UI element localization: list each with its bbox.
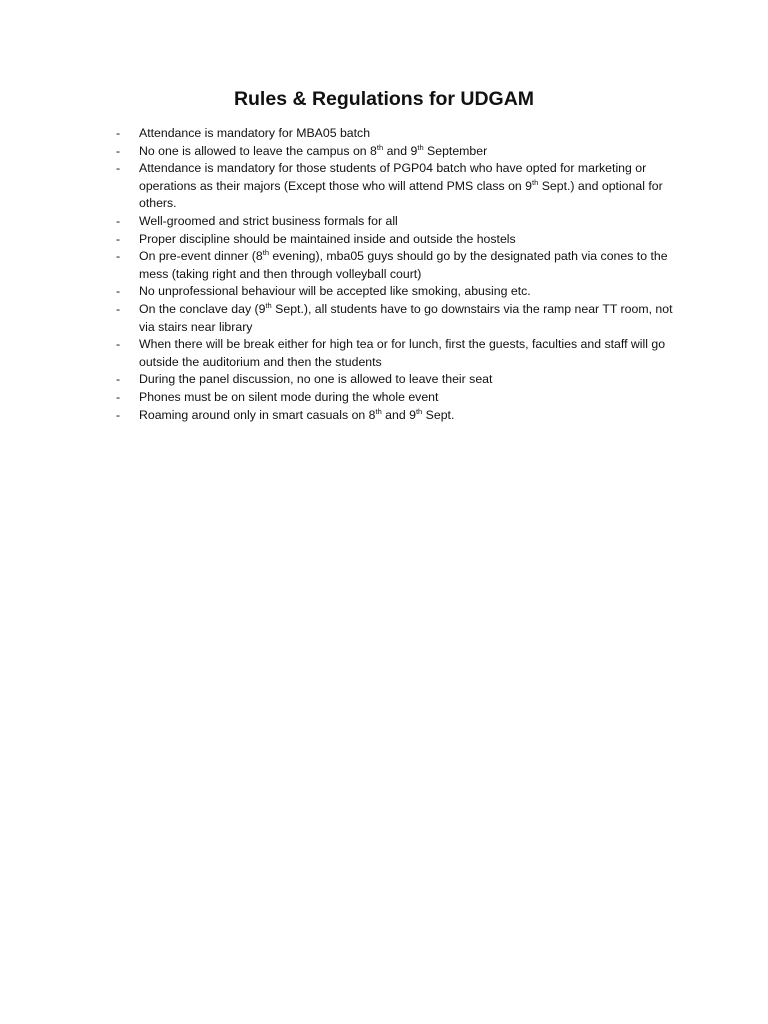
ordinal-suffix: th bbox=[532, 177, 539, 187]
rule-item bbox=[113, 231, 673, 249]
rule-text-segment: When there will be break either for high tea or for lunch, first the guests, faculties and staff will go outside the auditorium and then the students bbox=[139, 337, 666, 369]
rule-text-segment: evening), mba05 guys should go by the designated path via cones to the mess (taking right and then through volleyball court) bbox=[139, 249, 668, 281]
ordinal-suffix: th bbox=[265, 300, 272, 310]
rule-text-segment: Roaming around only in smart casuals on 8 bbox=[139, 407, 376, 422]
bullet-dash: - bbox=[116, 249, 121, 264]
rule-item bbox=[113, 160, 673, 213]
ordinal-suffix: th bbox=[375, 406, 382, 416]
rule-item bbox=[113, 371, 673, 389]
rule-text-segment: No unprofessional behaviour will be accepted like smoking, abusing etc. bbox=[139, 284, 531, 299]
rule-text bbox=[139, 214, 398, 228]
bullet-dash: - bbox=[116, 407, 121, 422]
ordinal-suffix: th bbox=[376, 142, 384, 152]
rule-text bbox=[139, 232, 516, 246]
rule-text-segment: September bbox=[423, 143, 488, 158]
rule-text-segment: Attendance is mandatory for those students of PGP04 batch who have opted for marketing or operations as their majors (Except those who will attend PMS class on 9 bbox=[139, 161, 647, 193]
rule-text-segment: Well-groomed and strict business formals for all bbox=[139, 213, 398, 228]
bullet-dash: - bbox=[116, 372, 121, 387]
rule-text-segment: During the panel discussion, no one is allowed to leave their seat bbox=[139, 372, 493, 387]
ordinal-suffix: th bbox=[417, 142, 424, 152]
rule-item bbox=[113, 283, 673, 301]
rule-text bbox=[139, 126, 370, 140]
rule-text bbox=[139, 249, 668, 281]
bullet-dash: - bbox=[116, 231, 121, 246]
rule-item bbox=[113, 301, 673, 336]
bullet-dash: - bbox=[116, 337, 121, 352]
rule-text-segment: and 9 bbox=[381, 407, 416, 422]
rule-text bbox=[139, 161, 663, 210]
bullet-dash: - bbox=[116, 301, 121, 316]
rule-text bbox=[139, 408, 454, 422]
bullet-dash: - bbox=[116, 161, 121, 176]
rule-text-segment: Proper discipline should be maintained inside and outside the hostels bbox=[139, 231, 516, 246]
rules-list bbox=[113, 125, 673, 424]
rule-text-segment: No one is allowed to leave the campus on 8 bbox=[139, 143, 377, 158]
rule-item bbox=[113, 336, 673, 371]
rule-text-segment: Sept.) and optional for others. bbox=[139, 178, 663, 211]
rule-text-segment: Attendance is mandatory for MBA05 batch bbox=[139, 126, 371, 140]
rule-item bbox=[113, 125, 673, 143]
bullet-dash: - bbox=[116, 126, 121, 140]
rule-text bbox=[139, 337, 665, 369]
rule-text-segment: Sept.), all students have to go downstairs via the ramp near TT room, not via stairs near library bbox=[139, 301, 673, 334]
ordinal-suffix: th bbox=[262, 248, 269, 258]
rule-text bbox=[139, 372, 492, 386]
rule-item bbox=[113, 389, 673, 407]
rule-text bbox=[139, 390, 438, 404]
rule-item bbox=[113, 143, 673, 161]
rule-item bbox=[113, 213, 673, 231]
bullet-dash: - bbox=[116, 389, 121, 404]
rule-text bbox=[139, 302, 673, 334]
page-title: Rules & Regulations for UDGAM bbox=[233, 88, 535, 110]
rule-text-segment: On the conclave day (9 bbox=[139, 301, 266, 316]
rule-text bbox=[139, 144, 487, 158]
ordinal-suffix: th bbox=[415, 406, 423, 416]
rule-text-segment: Sept. bbox=[422, 407, 455, 422]
rule-text bbox=[139, 284, 531, 298]
bullet-dash: - bbox=[116, 284, 121, 299]
rule-text-segment: and 9 bbox=[383, 143, 418, 158]
rule-item bbox=[113, 407, 673, 425]
rule-item bbox=[113, 248, 673, 283]
rule-text-segment: Phones must be on silent mode during the whole event bbox=[139, 389, 439, 404]
bullet-dash: - bbox=[116, 143, 121, 158]
bullet-dash: - bbox=[116, 213, 121, 228]
rule-text-segment: On pre-event dinner (8 bbox=[139, 249, 263, 264]
